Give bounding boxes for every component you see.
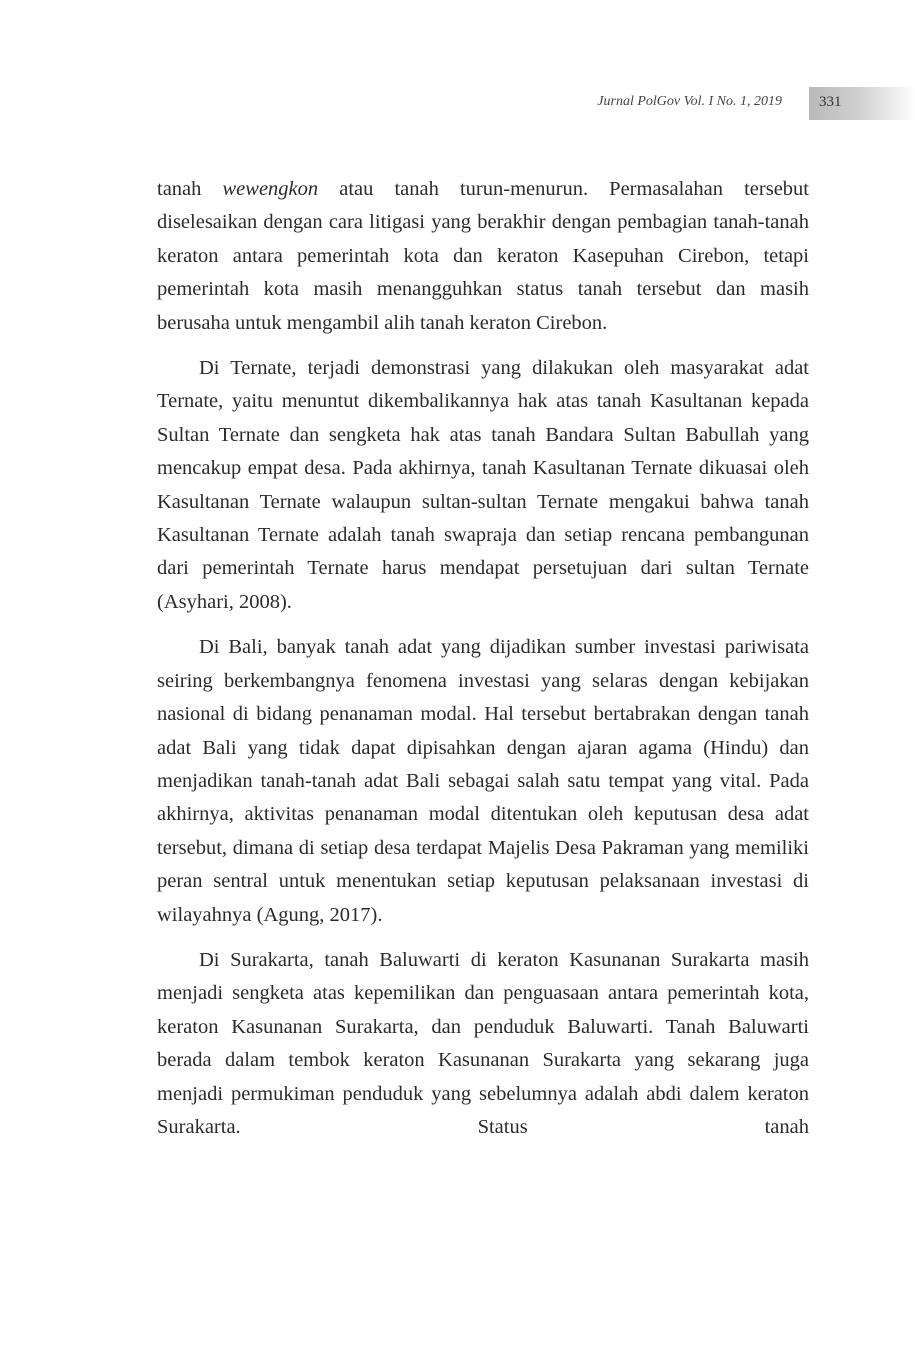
paragraph-1-rest: atau tanah turun-menurun. Permasalahan tersebut diselesaikan dengan cara litigasi yang berakhir dengan pembagian tanah-tanah keraton antara pemerintah kota dan keraton Kasepuhan Cirebon, tetapi pemerintah kota masih menangguhkan status tanah tersebut dan masih berusaha untuk mengambil alih tanah keraton Cirebon.: [157, 178, 809, 334]
paragraph-1: [157, 173, 809, 340]
body-text: [157, 173, 809, 1156]
page-number-tab: [809, 87, 915, 120]
paragraph-4: Di Surakarta, tanah Baluwarti di keraton Kasunanan Surakarta masih menjadi sengketa atas kepemilikan dan penguasaan antara pemerintah kota, keraton Kasunanan Surakarta, dan penduduk Baluwarti. Tanah Baluwarti berada dalam tembok keraton Kasunanan Surakarta yang sekarang juga menjadi permukiman penduduk yang sebelumnya adalah abdi dalem keraton Surakarta. Status tanah: [157, 948, 809, 1138]
running-head: Jurnal PolGov Vol. I No. 1, 2019: [597, 94, 782, 109]
paragraph-3: Di Bali, banyak tanah adat yang dijadikan sumber investasi pariwisata seiring berkembangnya fenomena investasi yang selaras dengan kebijakan nasional di bidang penanaman modal. Hal tersebut bertabrakan dengan tanah adat Bali yang tidak dapat dipisahkan dengan ajaran agama (Hindu) dan menjadikan tanah-tanah adat Bali sebagai salah satu tempat yang vital. Pada akhirnya, aktivitas penanaman modal ditentukan oleh keputusan desa adat tersebut, dimana di setiap desa terdapat Majelis Desa Pakraman yang memiliki peran sentral untuk menentukan setiap keputusan pelaksanaan investasi di wilayahnya (Agung, 2017).: [157, 636, 809, 926]
page-number: 331: [819, 94, 842, 110]
paragraph-1-italic-term: wewengkon: [222, 178, 319, 200]
paragraph-2: Di Ternate, terjadi demonstrasi yang dilakukan oleh masyarakat adat Ternate, yaitu menuntut dikembalikannya hak atas tanah Kasultanan kepada Sultan Ternate dan sengketa hak atas tanah Bandara Sultan Babullah yang mencakup empat desa. Pada akhirnya, tanah Kasultanan Ternate dikuasai oleh Kasultanan Ternate walaupun sultan-sultan Ternate mengakui bahwa tanah Kasultanan Ternate adalah tanah swapraja dan setiap rencana pembangunan dari pemerintah Ternate harus mendapat persetujuan dari sultan Ternate (Asyhari, 2008).: [157, 357, 809, 613]
paragraph-1-lead: tanah: [157, 178, 223, 200]
